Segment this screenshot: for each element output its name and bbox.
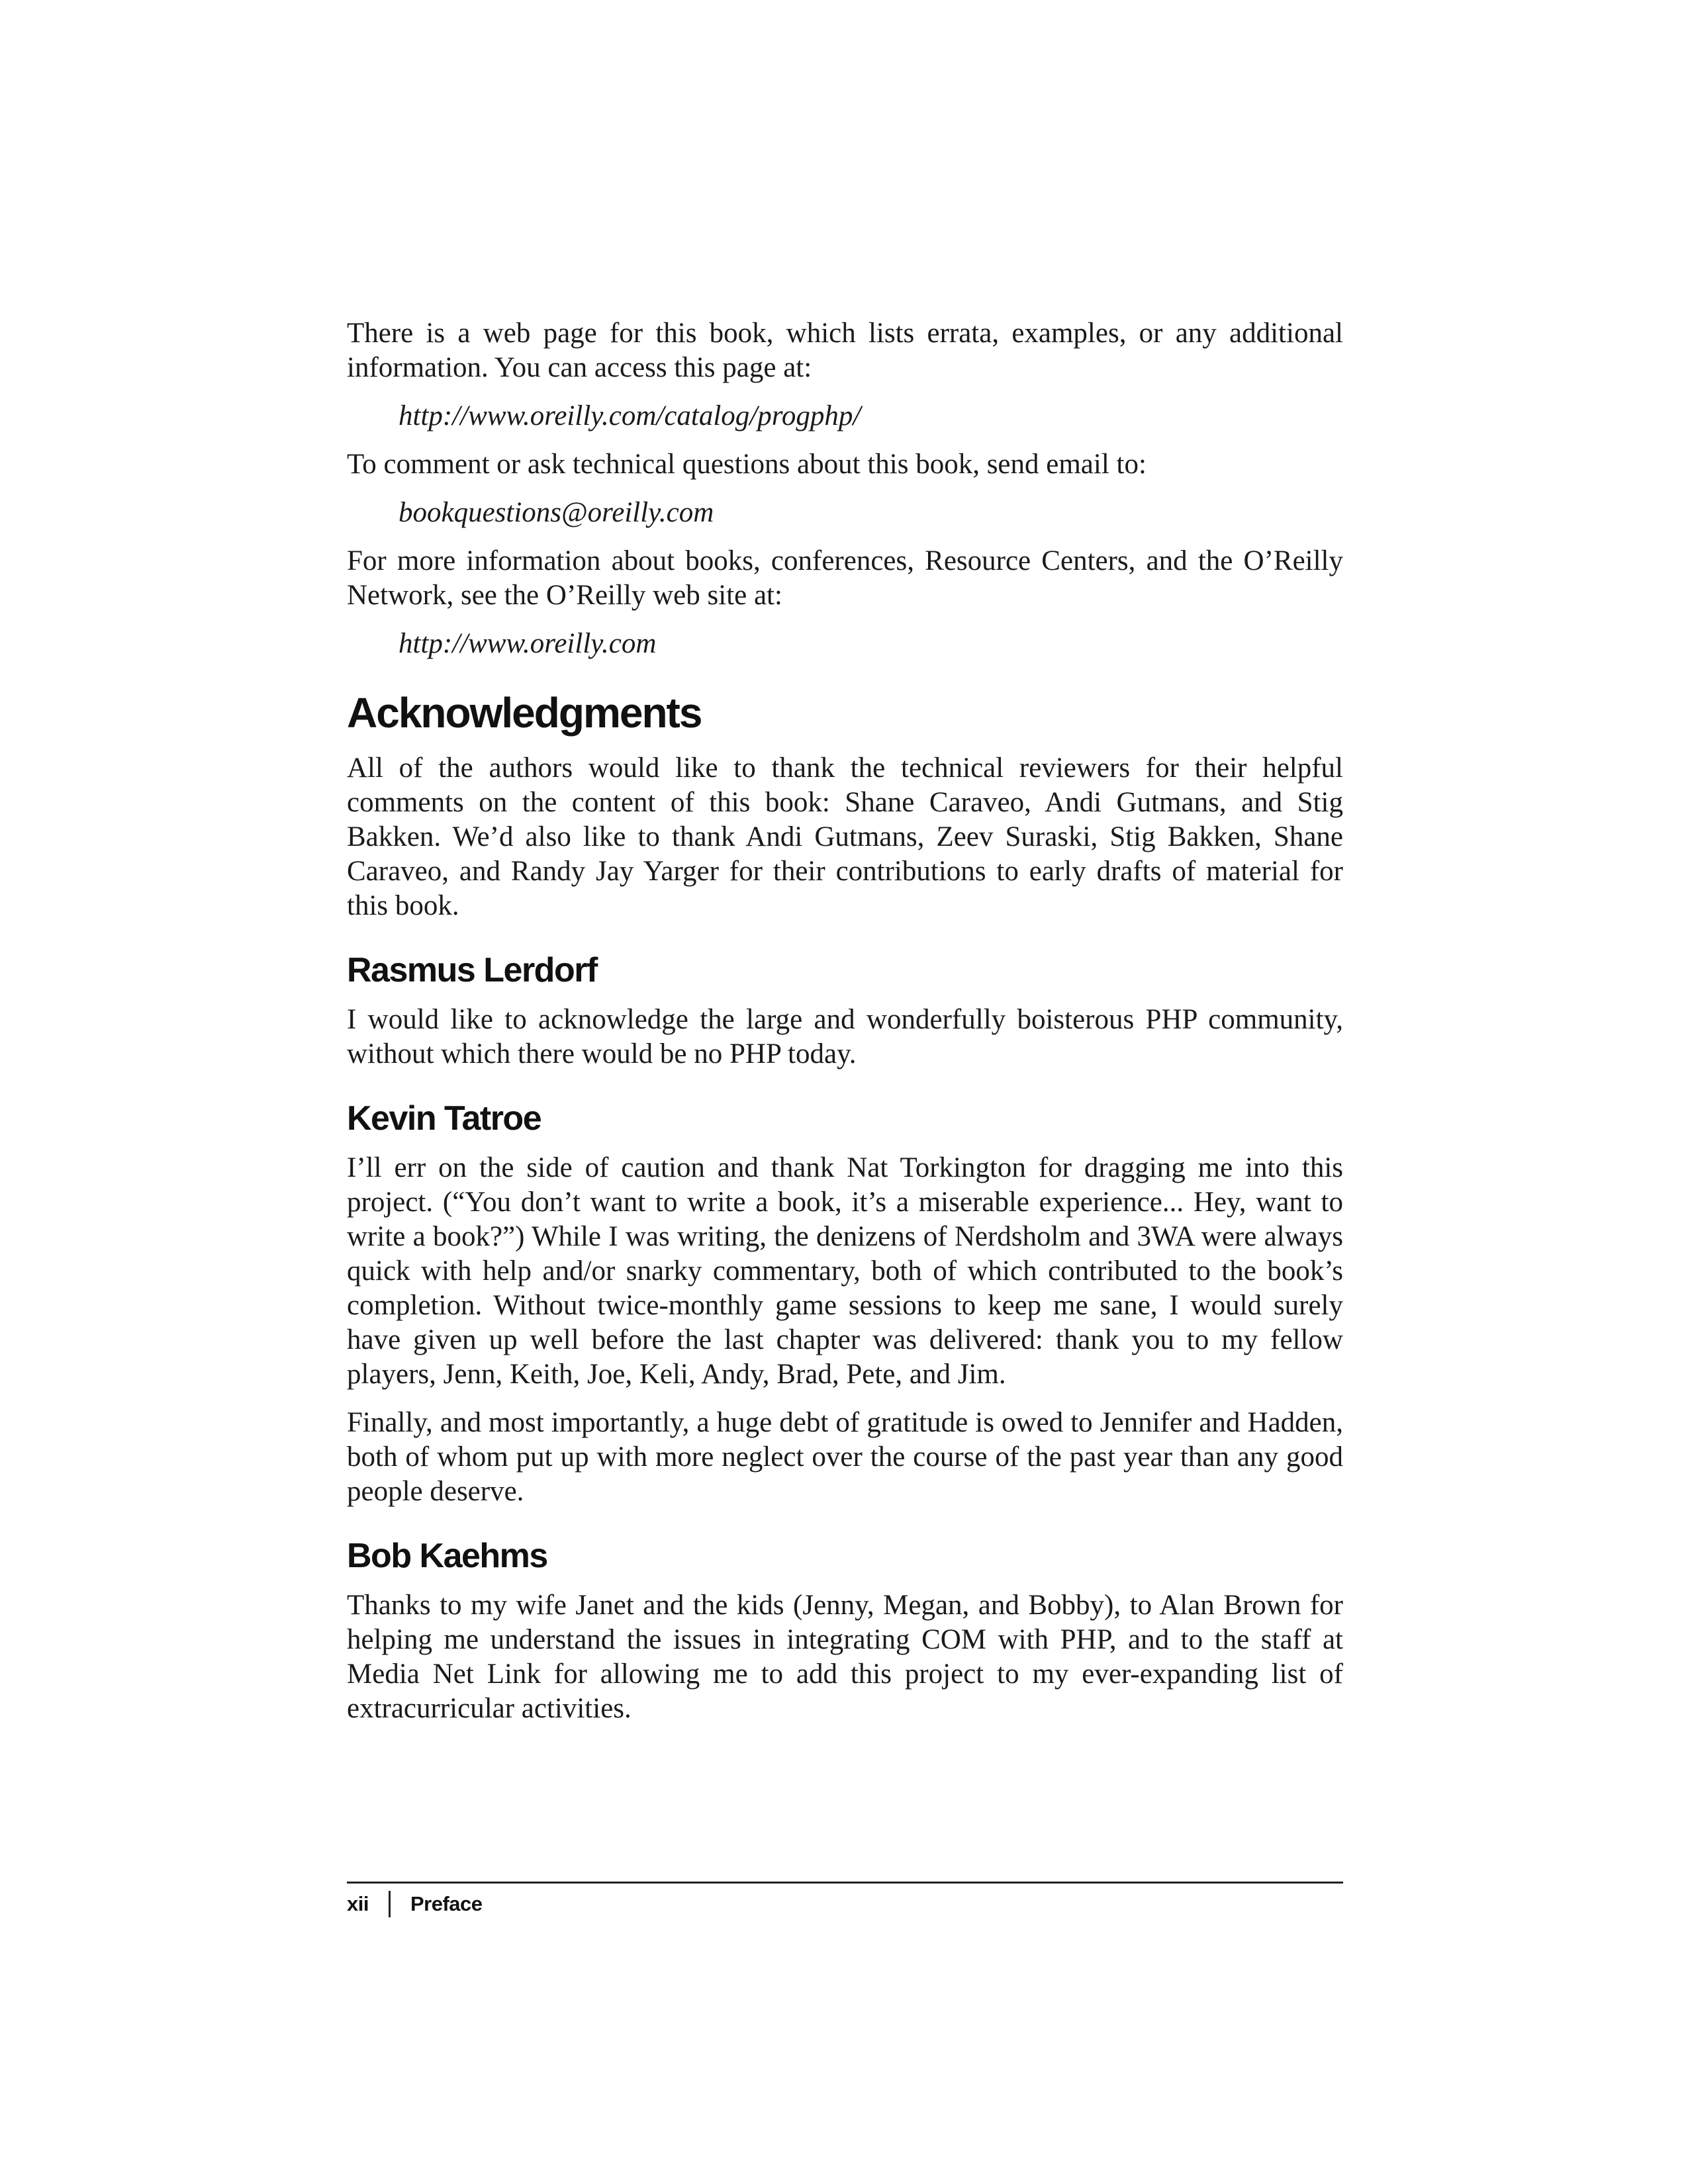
footer-rule: [347, 1882, 1343, 1884]
page-number: xii: [347, 1892, 369, 1915]
intro-paragraph-email: To comment or ask technical questions about this book, send email to:: [347, 449, 1147, 480]
intro-paragraph-web-page: There is a web page for this book, which lists errata, examples, or any additional information. You can access this page at:: [347, 318, 1343, 383]
rasmus-lerdorf-paragraph: I would like to acknowledge the large and wonderfully boisterous PHP community, without which there would be no PHP today.: [347, 1004, 1343, 1069]
kevin-tatroe-paragraph-1: I’ll err on the side of caution and thank Nat Torkington for dragging me into this project. (“You don’t want to write a book, it’s a miserable experience... Hey, want to write a book?”) While I was writing, the denizens of Nerdsholm and 3WA were always quick with help and/or snarky commentary, both of which contributed to the book’s completion. Without twice-monthly game sessions to keep me sane, I would surely have given up well before the last chapter was delivered: thank you to my fellow players, Jenn, Keith, Joe, Keli, Andy, Brad, Pete, and Jim.: [347, 1152, 1343, 1390]
catalog-url: http://www.oreilly.com/catalog/progphp/: [399, 400, 861, 432]
page-body: [347, 316, 1343, 1740]
site-url: http://www.oreilly.com: [399, 628, 657, 659]
acknowledgments-paragraph: All of the authors would like to thank the technical reviewers for their helpful comments on the content of this book: Shane Caraveo, Andi Gutmans, and Stig Bakken. We’d also like to thank Andi Gutmans, Zeev Suraski, Stig Bakken, Shane Caraveo, and Randy Jay Yarger for their contributions to early drafts of material for this book.: [347, 752, 1343, 921]
bob-kaehms-heading: Bob Kaehms: [347, 1537, 547, 1575]
intro-paragraph-more-info: For more information about books, conferences, Resource Centers, and the O’Reilly Network, see the O’Reilly web site at:: [347, 545, 1343, 611]
rasmus-lerdorf-heading: Rasmus Lerdorf: [347, 951, 597, 989]
questions-email: bookquestions@oreilly.com: [399, 497, 714, 528]
acknowledgments-heading: Acknowledgments: [347, 689, 702, 737]
kevin-tatroe-paragraph-2: Finally, and most importantly, a huge debt of gratitude is owed to Jennifer and Hadden, both of whom put up with more neglect over the course of the past year than any good people deserve.: [347, 1407, 1343, 1507]
bob-kaehms-paragraph: Thanks to my wife Janet and the kids (Jenny, Megan, and Bobby), to Alan Brown for helping me understand the issues in integrating COM with PHP, and to the staff at Media Net Link for allowing me to add this project to my ever-expanding list of extracurricular activities.: [347, 1590, 1343, 1724]
page-footer: [347, 1888, 483, 1921]
footer-separator: [389, 1891, 391, 1917]
section-title: Preface: [410, 1892, 483, 1915]
kevin-tatroe-heading: Kevin Tatroe: [347, 1099, 541, 1138]
